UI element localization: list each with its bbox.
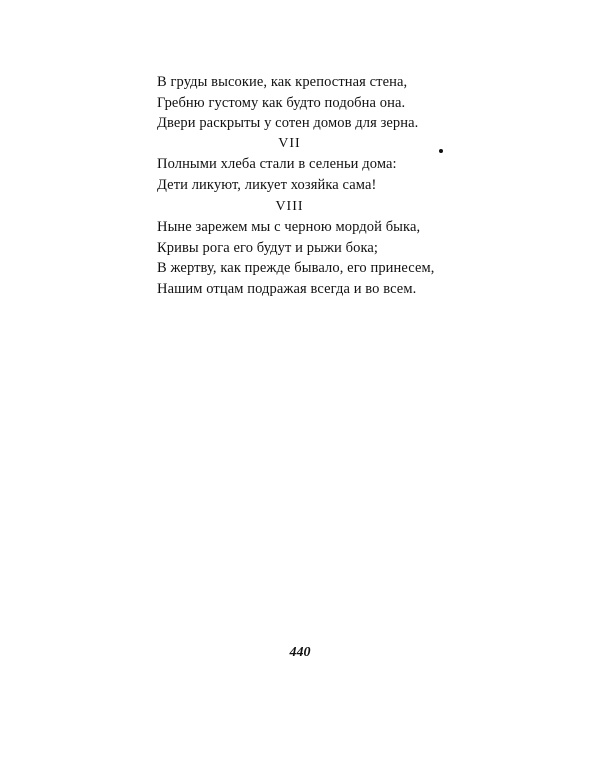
verse-line: В жертву, как прежде бывало, его принесем, (157, 260, 435, 276)
verse-line: Ныне зарежем мы с черною мордой быка, (157, 219, 421, 235)
ink-dot (439, 149, 443, 153)
verse-line: В груды высокие, как крепостная стена, (157, 74, 408, 90)
page-number: 440 (289, 645, 311, 660)
stanza-viii (157, 217, 457, 299)
verse-line: Нашим отцам подражая всегда и во всем. (157, 280, 417, 297)
verse-line: Двери раскрыты у сотен домов для зерна. (157, 115, 419, 131)
verse-line: Кривы рога его будут и рыжи бока; (157, 239, 379, 256)
stanza-heading-viii: VIII (275, 199, 304, 214)
verse-line: Полными хлеба стали в селеньи дома: (157, 156, 397, 172)
stanza-heading-vii: VII (278, 136, 301, 151)
stanza-vii (157, 154, 457, 195)
verse-line: Гребню густому как будто подобна она. (157, 94, 406, 111)
stanza-continuation (157, 72, 457, 134)
verse-line: Дети ликуют, ликует хозяйка сама! (157, 176, 377, 193)
